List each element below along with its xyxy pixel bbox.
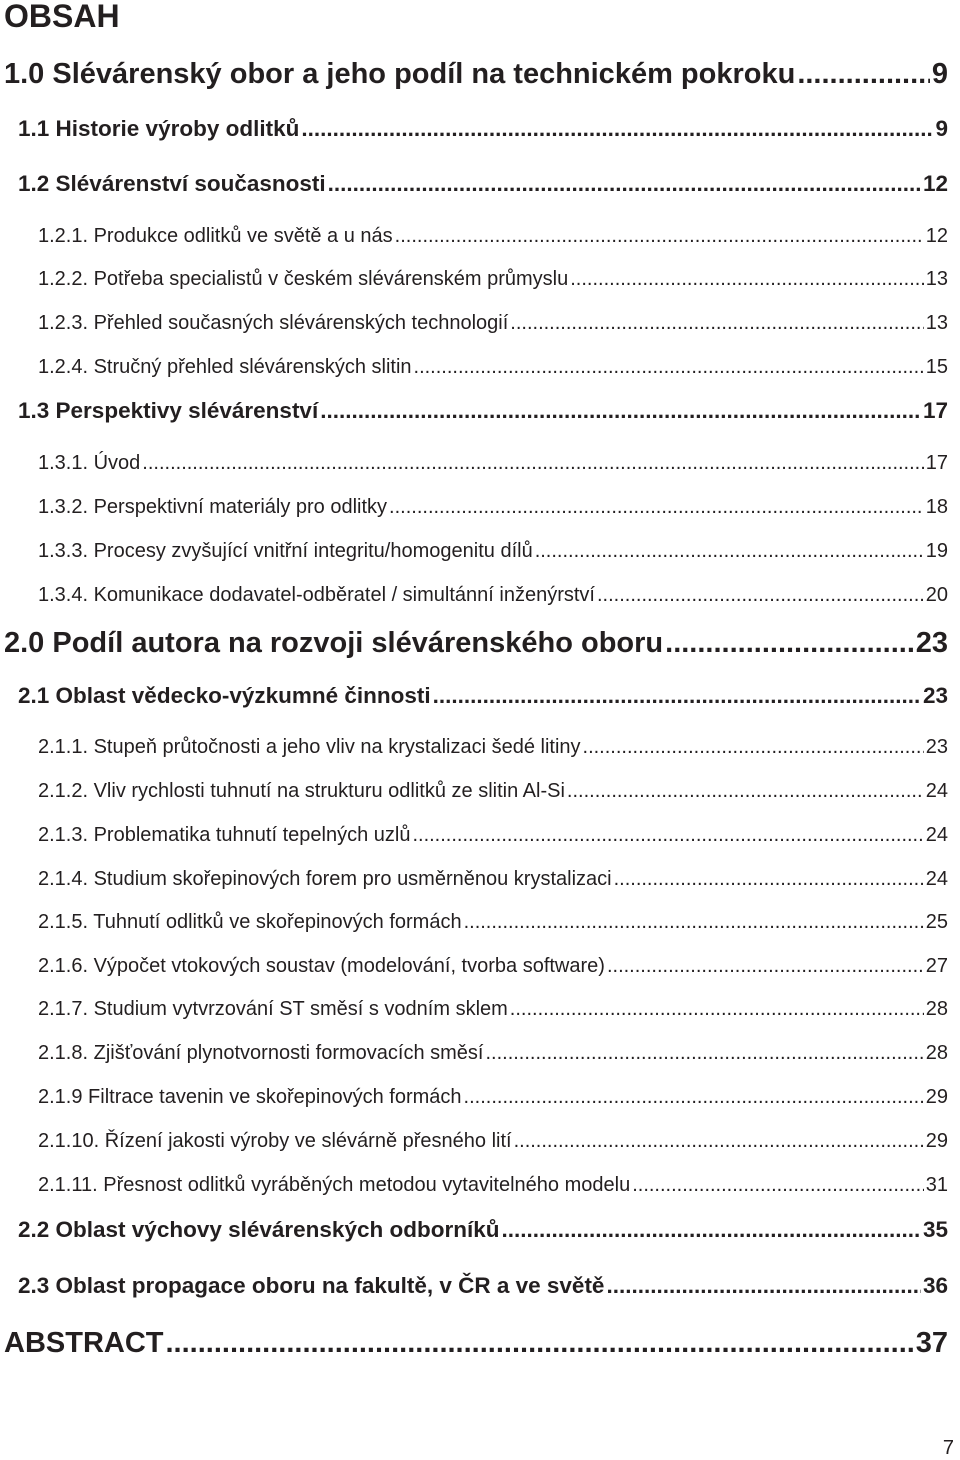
toc-entry-label: 2.1.2. Vliv rychlosti tuhnutí na strukturu odlitků ze slitin Al-Si xyxy=(38,780,565,802)
toc-leader xyxy=(597,584,924,607)
toc-entry[interactable] xyxy=(38,225,948,248)
toc-entry[interactable] xyxy=(38,496,948,519)
toc-entry[interactable] xyxy=(38,780,948,803)
toc-entry-page: 13 xyxy=(925,268,948,290)
toc-leader xyxy=(414,356,924,379)
toc-entry[interactable] xyxy=(18,116,948,142)
toc-entry-page: 24 xyxy=(925,824,948,846)
toc-entry[interactable] xyxy=(38,911,948,934)
toc-entry[interactable] xyxy=(38,1130,948,1153)
toc-entry-label: 2.0 Podíl autora na rozvoji slévárenského oboru xyxy=(4,627,664,659)
toc-entry-label: 1.0 Slévárenský obor a jeho podíl na technickém pokroku xyxy=(4,58,796,90)
toc-entry-page: 9 xyxy=(935,116,948,141)
toc-entry[interactable] xyxy=(38,998,948,1021)
toc-entry-label: 2.3 Oblast propagace oboru na fakultě, v ČR a ve světě xyxy=(18,1273,605,1298)
toc-leader xyxy=(583,736,924,759)
toc-entry-label: ABSTRACT xyxy=(4,1327,164,1359)
toc-leader xyxy=(320,398,921,424)
toc-entry[interactable] xyxy=(38,868,948,891)
toc-entry-page: 23 xyxy=(925,736,948,758)
toc-entry-page: 35 xyxy=(922,1217,948,1242)
toc-entry-label: 1.3.1. Úvod xyxy=(38,452,141,474)
toc-entry-page: 28 xyxy=(925,1042,948,1064)
toc-entry-page: 28 xyxy=(925,998,948,1020)
toc-entry-page: 12 xyxy=(925,225,948,247)
toc-entry-label: 1.2 Slévárenství současnosti xyxy=(18,171,326,196)
toc-entry-label: 1.1 Historie výroby odlitků xyxy=(18,116,300,141)
toc-leader xyxy=(389,496,924,519)
toc-entry-page: 31 xyxy=(925,1174,948,1196)
toc-leader xyxy=(632,1174,924,1197)
toc-entry-page: 17 xyxy=(922,398,948,423)
toc-leader xyxy=(501,1217,921,1243)
toc-entry-page: 20 xyxy=(925,584,948,606)
toc-entry[interactable] xyxy=(18,683,948,709)
toc-entry-label: 2.1.11. Přesnost odlitků vyráběných metodou vytavitelného modelu xyxy=(38,1174,631,1196)
toc-entry-label: 1.3.3. Procesy zvyšující vnitřní integritu/homogenitu dílů xyxy=(38,540,533,562)
toc-entry[interactable] xyxy=(38,452,948,475)
toc-leader xyxy=(464,1086,924,1109)
toc-entry-page: 24 xyxy=(925,780,948,802)
toc-leader xyxy=(510,998,924,1021)
toc-entry-label: 2.1.7. Studium vytvrzování ST směsí s vodním sklem xyxy=(38,998,508,1020)
toc-entry[interactable] xyxy=(38,540,948,563)
toc-entry[interactable] xyxy=(38,312,948,335)
toc-leader xyxy=(570,268,924,291)
toc-entry-label: 1.2.2. Potřeba specialistů v českém slévárenském průmyslu xyxy=(38,268,569,290)
toc-entry-page: 36 xyxy=(922,1273,948,1298)
toc-entry-page: 12 xyxy=(922,171,948,196)
toc-entry[interactable] xyxy=(4,1327,948,1360)
toc-leader xyxy=(142,452,923,475)
toc-leader xyxy=(328,171,921,197)
toc-leader xyxy=(607,955,924,978)
toc-entry-label: 2.1.9 Filtrace tavenin ve skořepinových formách xyxy=(38,1086,462,1108)
page-heading: OBSAH xyxy=(4,0,120,34)
toc-entry-page: 25 xyxy=(925,911,948,933)
toc-leader xyxy=(395,225,924,248)
toc-entry-label: 1.2.3. Přehled současných slévárenských technologií xyxy=(38,312,509,334)
toc-entry-page: 37 xyxy=(915,1327,948,1359)
toc-entry-label: 2.1.8. Zjišťování plynotvornosti formovacích směsí xyxy=(38,1042,484,1064)
toc-entry-page: 24 xyxy=(925,868,948,890)
toc-entry-label: 1.2.4. Stručný přehled slévárenských slitin xyxy=(38,356,412,378)
toc-entry[interactable] xyxy=(38,1174,948,1197)
toc-entry-page: 19 xyxy=(925,540,948,562)
toc-entry[interactable] xyxy=(18,398,948,424)
toc-leader xyxy=(510,312,923,335)
toc-entry-page: 18 xyxy=(925,496,948,518)
toc-leader xyxy=(514,1130,924,1153)
toc-entry-label: 2.1.4. Studium skořepinových forem pro usměrněnou krystalizaci xyxy=(38,868,612,890)
toc-leader xyxy=(485,1042,923,1065)
toc-entry-label: 2.1 Oblast vědecko-výzkumné činnosti xyxy=(18,683,431,708)
toc-entry-page: 17 xyxy=(925,452,948,474)
toc-entry-page: 23 xyxy=(922,683,948,708)
toc-entry-label: 1.3.4. Komunikace dodavatel-odběratel / simultánní inženýrství xyxy=(38,584,595,606)
toc-leader xyxy=(301,116,933,142)
toc-entry[interactable] xyxy=(18,1217,948,1243)
toc-entry-label: 2.1.3. Problematika tuhnutí tepelných uzlů xyxy=(38,824,411,846)
toc-leader xyxy=(433,683,921,709)
toc-entry-page: 27 xyxy=(925,955,948,977)
toc-leader xyxy=(606,1273,921,1299)
toc-entry[interactable] xyxy=(38,824,948,847)
toc-entry[interactable] xyxy=(4,58,948,91)
toc-entry-label: 2.1.1. Stupeň průtočnosti a jeho vliv na krystalizaci šedé litiny xyxy=(38,736,581,758)
toc-leader xyxy=(464,911,924,934)
toc-leader xyxy=(412,824,923,847)
toc-leader xyxy=(797,58,930,91)
toc-entry-page: 23 xyxy=(915,627,948,659)
toc-entry[interactable] xyxy=(38,1086,948,1109)
toc-entry[interactable] xyxy=(4,627,948,660)
toc-entry[interactable] xyxy=(38,1042,948,1065)
toc-entry[interactable] xyxy=(38,736,948,759)
toc-entry[interactable] xyxy=(38,955,948,978)
toc-leader xyxy=(567,780,924,803)
toc-entry-page: 29 xyxy=(925,1130,948,1152)
toc-entry-label: 2.1.10. Řízení jakosti výroby ve slévárně přesného lití xyxy=(38,1130,512,1152)
toc-entry-page: 13 xyxy=(925,312,948,334)
page-number: 7 xyxy=(942,1437,954,1459)
toc-leader xyxy=(614,868,924,891)
toc-entry[interactable] xyxy=(38,268,948,291)
toc-leader xyxy=(535,540,924,563)
toc-entry[interactable] xyxy=(38,356,948,379)
toc-entry-label: 1.2.1. Produkce odlitků ve světě a u nás xyxy=(38,225,393,247)
toc-entry-label: 2.1.5. Tuhnutí odlitků ve skořepinových formách xyxy=(38,911,462,933)
toc-entry-page: 9 xyxy=(931,58,948,90)
toc-entry-label: 1.3.2. Perspektivní materiály pro odlitky xyxy=(38,496,388,518)
toc-entry[interactable] xyxy=(38,584,948,607)
toc-leader xyxy=(166,1327,914,1360)
toc-entry-label: 2.1.6. Výpočet vtokových soustav (modelování, tvorba software) xyxy=(38,955,605,977)
toc-entry[interactable] xyxy=(18,171,948,197)
toc-entry-page: 29 xyxy=(925,1086,948,1108)
toc-entry[interactable] xyxy=(18,1273,948,1299)
toc-entry-page: 15 xyxy=(925,356,948,378)
toc-entry-label: 1.3 Perspektivy slévárenství xyxy=(18,398,319,423)
toc-entry-label: 2.2 Oblast výchovy slévárenských odborníků xyxy=(18,1217,500,1242)
toc-leader xyxy=(665,627,914,660)
